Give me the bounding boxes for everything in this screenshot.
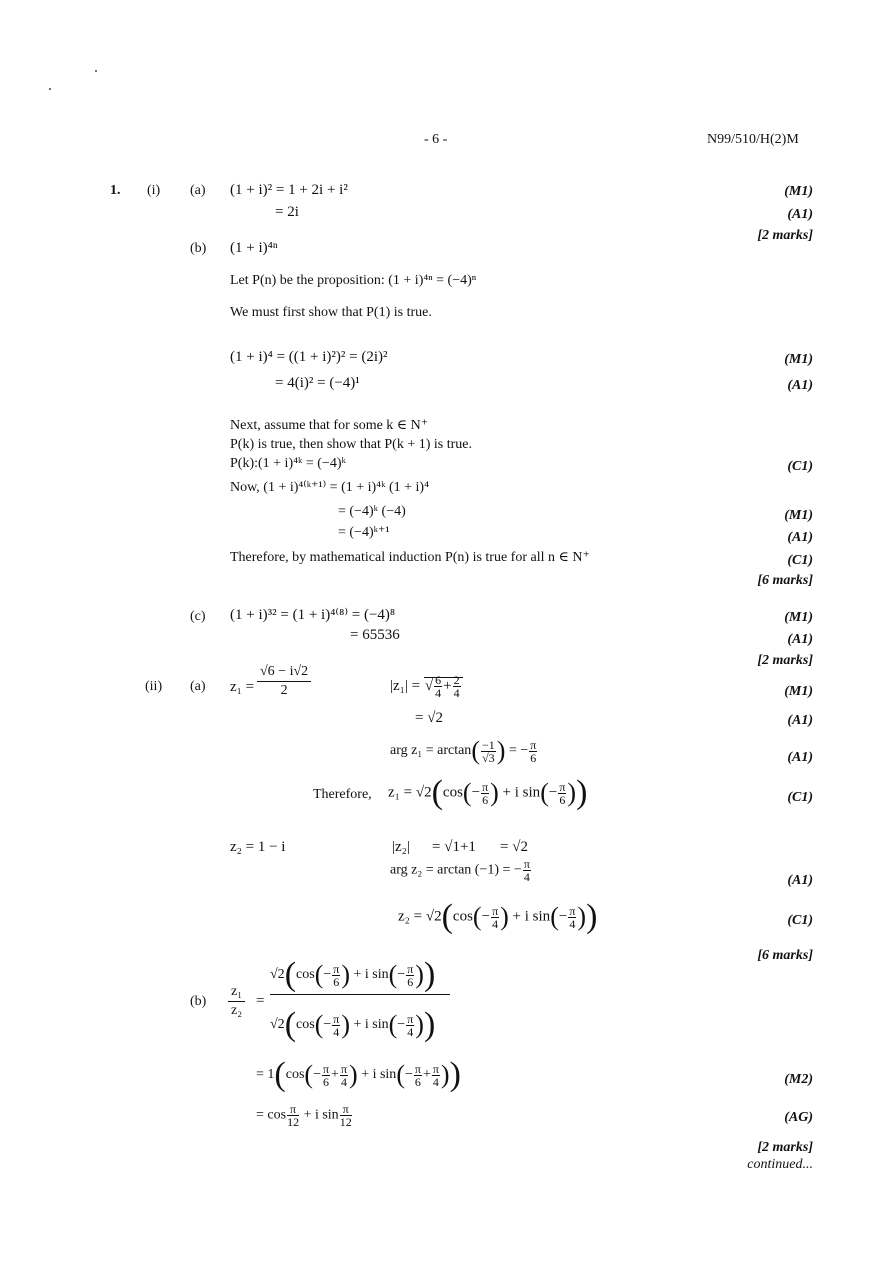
denominator: 6 [559, 792, 566, 807]
denominator: 4 [569, 916, 576, 931]
mark-code: (A1) [787, 873, 813, 888]
denominator: 6 [323, 1074, 330, 1089]
proposition: Let P(n) be the proposition: (1 + i)⁴ⁿ = (−4)ⁿ [230, 273, 477, 288]
denominator: 6 [333, 974, 340, 989]
expression: = (−4)ᵏ⁺¹ [338, 525, 390, 540]
denominator: 4 [523, 870, 530, 884]
numerator: π [287, 1103, 299, 1116]
fraction [257, 664, 311, 699]
root-two: √2 [270, 1017, 285, 1033]
mark-code: (M1) [784, 684, 813, 699]
plus-sign: + [331, 1067, 339, 1083]
numerator: π [414, 1061, 421, 1076]
expression: = 1(cos(− $\frac{\pi}{6}$ + $\frac{\pi}{4}$ ) + i sin(− $\frac{\pi}{6}$ + $\frac{\pi}{4}$ )) [256, 1056, 461, 1093]
document-code: N99/510/H(2)M [707, 132, 799, 147]
mark-code: (C1) [787, 553, 813, 568]
isin-label: + i sin [512, 908, 551, 925]
cos-label: cos [442, 784, 463, 801]
numerator: π [333, 1011, 340, 1026]
isin-label: + i sin [353, 967, 389, 983]
numerator: π [482, 779, 489, 794]
expression: = √2 [500, 839, 528, 855]
conclusion: Therefore, by mathematical induction P(n) is true for all n ∈ N⁺ [230, 550, 590, 565]
mark-code: (A1) [787, 713, 813, 728]
expression: (1 + i)³² = (1 + i)⁴⁽⁸⁾ = (−4)⁸ [230, 607, 396, 623]
equals-minus: = − [508, 743, 529, 759]
cos-label: cos [296, 1017, 315, 1033]
expression: = √1+1 [432, 839, 476, 855]
numerator: π [432, 1061, 439, 1076]
numerator: π [530, 737, 537, 752]
mark-code: (M1) [784, 184, 813, 199]
expression: z₁ = √2(cos(− $\frac{\pi}{6}$ ) + i sin(− $\frac{\pi}{6}$ )) [388, 774, 588, 811]
denominator: 4 [435, 686, 442, 700]
numerator: π [407, 961, 414, 976]
page-number: - 6 - [424, 132, 448, 147]
mark-code: (C1) [787, 790, 813, 805]
numerator: π [492, 903, 499, 918]
numerator: π [559, 779, 566, 794]
speck [95, 70, 97, 72]
minus-sign: − [481, 908, 491, 925]
text-line: We must first show that P(1) is true. [230, 305, 432, 320]
expression: z₁ = [230, 679, 255, 695]
question-number: 1. [110, 183, 121, 198]
marks-total: [2 marks] [757, 1140, 813, 1155]
denominator: 12 [287, 1115, 300, 1129]
arg-label: arg z₂ = arctan (−1) = − [390, 862, 522, 878]
numerator: 2 [453, 673, 460, 687]
numerator: π [340, 1061, 348, 1076]
expression: = 2i [275, 204, 299, 220]
denominator-expression: √2(cos(− $\frac{\pi}{4}$ ) + i sin(− $\frac{\pi}{4}$ )) [270, 1006, 436, 1043]
denominator: 4 [407, 1024, 414, 1039]
numerator: −1 [481, 737, 495, 752]
part-b-label: (b) [190, 241, 207, 256]
cos-label: = cos [256, 1107, 287, 1123]
minus-sign: − [404, 1067, 413, 1083]
expression: (1 + i)² = 1 + 2i + i² [230, 182, 348, 198]
expression: (1 + i)⁴ⁿ [230, 240, 278, 256]
part-i-label: (i) [147, 183, 161, 198]
therefore-label: Therefore, [313, 787, 372, 802]
equals-one: = 1 [256, 1067, 275, 1083]
arg-label: arg z₁ = arctan [390, 743, 472, 759]
numerator: π [322, 1061, 330, 1076]
mark-code: (A1) [787, 207, 813, 222]
mark-code: (A1) [787, 632, 813, 647]
denominator: 6 [407, 974, 414, 989]
isin-label: + i sin [361, 1067, 397, 1083]
mark-code: (A1) [787, 750, 813, 765]
part-a-label: (a) [190, 183, 206, 198]
mark-code: (A1) [787, 530, 813, 545]
equals-sign: = [256, 993, 265, 1009]
minus-sign: − [323, 967, 332, 983]
root-two: √2 [270, 967, 285, 983]
numerator: z₁ [228, 984, 245, 1002]
expression: arg z₁ = arctan( $\frac{-1}{√3}$ ) = − $\frac{\pi}{6}$ [390, 736, 537, 765]
mark-code: (M1) [784, 352, 813, 367]
mark-code: (M2) [784, 1072, 813, 1087]
numerator: π [569, 903, 576, 918]
numerator: π [407, 1011, 414, 1026]
isin-label: + i sin [353, 1017, 389, 1033]
denominator: 6 [530, 750, 537, 765]
mark-code: (AG) [784, 1110, 813, 1125]
cos-label: cos [285, 1067, 305, 1083]
minus-sign: − [323, 1017, 332, 1033]
numerator: 6 [435, 673, 442, 687]
part-ii-label: (ii) [145, 679, 163, 694]
numerator: π [333, 961, 340, 976]
fraction [228, 984, 245, 1019]
text-line: P(k) is true, then show that P(k + 1) is true. [230, 437, 472, 452]
denominator: 4 [333, 1024, 340, 1039]
marks-total: [2 marks] [757, 653, 813, 668]
part-a-label: (a) [190, 679, 206, 694]
denominator: 6 [482, 792, 489, 807]
expression [256, 1103, 353, 1128]
expression: = 4(i)² = (−4)¹ [275, 375, 360, 391]
numerator: π [340, 1103, 352, 1116]
speck [49, 88, 51, 90]
part-b-label: (b) [190, 994, 207, 1009]
radical: √ $\frac{6}{4}$ + $\frac{2}{4}$ [424, 677, 463, 694]
mark-code: (A1) [787, 378, 813, 393]
mark-code: (C1) [787, 459, 813, 474]
numerator-expression: √2(cos(− $\frac{\pi}{6}$ ) + i sin(− $\frac{\pi}{6}$ )) [270, 958, 450, 995]
expression: z₂ = 1 − i [230, 839, 286, 855]
minus-sign: − [397, 1017, 406, 1033]
denominator: √3 [482, 750, 495, 765]
mark-code: (M1) [784, 508, 813, 523]
minus-sign: − [397, 967, 406, 983]
expression: = 65536 [350, 627, 400, 643]
denominator: 12 [339, 1115, 352, 1129]
marks-total: [6 marks] [757, 948, 813, 963]
expression [390, 674, 463, 699]
expression: P(k):(1 + i)⁴ᵏ = (−4)ᵏ [230, 456, 346, 471]
denominator: 2 [280, 683, 288, 698]
expression: = √2 [415, 710, 443, 726]
minus-sign: − [558, 908, 568, 925]
expression: Now, (1 + i)⁴⁽ᵏ⁺¹⁾ = (1 + i)⁴ᵏ (1 + i)⁴ [230, 480, 429, 495]
isin-label: + i sin [303, 1107, 339, 1123]
denominator: 4 [432, 1074, 439, 1089]
denominator: 4 [492, 916, 499, 931]
modulus-label: |z₁| = [390, 677, 421, 694]
polar-lhs: z₁ = √2 [388, 784, 432, 801]
continued-note: continued... [747, 1157, 813, 1172]
denominator: z₂ [231, 1003, 243, 1018]
marks-total: [6 marks] [757, 573, 813, 588]
mark-code: (C1) [787, 913, 813, 928]
minus-sign: − [471, 784, 481, 801]
text-line: Next, assume that for some k ∈ N⁺ [230, 418, 429, 433]
numerator: √6 − i√2 [257, 664, 311, 682]
denominator: 4 [453, 686, 460, 700]
denominator: 4 [340, 1074, 347, 1089]
cos-label: cos [296, 967, 315, 983]
isin-label: + i sin [502, 784, 541, 801]
part-c-label: (c) [190, 609, 206, 624]
expression: = (−4)ᵏ (−4) [338, 504, 406, 519]
plus-sign: + [422, 1067, 431, 1083]
expression [390, 858, 532, 883]
polar-lhs: z₂ = √2 [398, 908, 442, 925]
minus-sign: − [548, 784, 558, 801]
expression: |z₂| [392, 839, 410, 855]
minus-sign: − [313, 1067, 321, 1083]
numerator: π [523, 857, 530, 871]
denominator: 6 [414, 1074, 421, 1089]
cos-label: cos [452, 908, 473, 925]
marks-total: [2 marks] [757, 228, 813, 243]
mark-code: (M1) [784, 610, 813, 625]
expression: z₂ = √2(cos(− $\frac{\pi}{4}$ ) + i sin(− $\frac{\pi}{4}$ )) [398, 898, 598, 935]
expression: (1 + i)⁴ = ((1 + i)²)² = (2i)² [230, 349, 388, 365]
